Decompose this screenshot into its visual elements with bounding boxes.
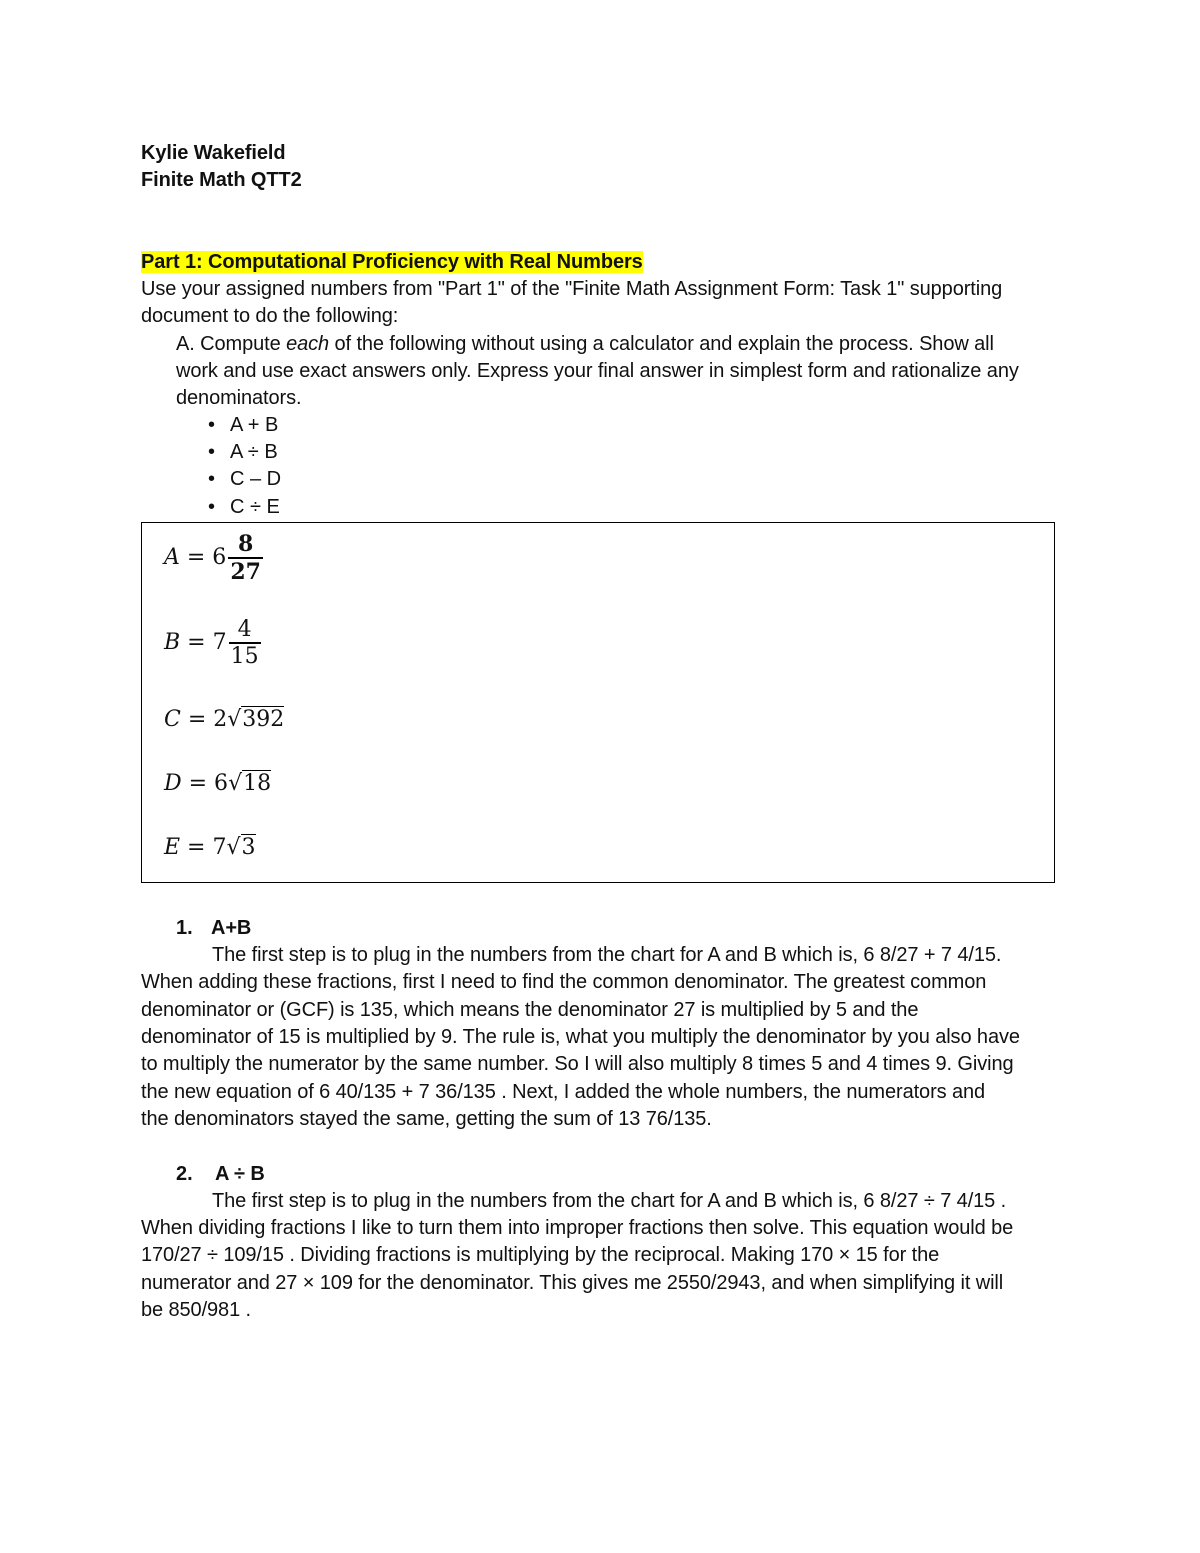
variable-e-name: E xyxy=(164,835,181,860)
variable-b-equals: = 7 xyxy=(180,630,227,655)
variable-a-denominator: 27 xyxy=(230,559,261,585)
bullet-symbol: • xyxy=(208,468,216,490)
variable-c-radicand: 392 xyxy=(242,707,285,732)
problem1-line: the denominators stayed the same, getting the sum of 13 76/135. xyxy=(141,1108,712,1130)
part1-intro-line1: Use your assigned numbers from "Part 1" of the "Finite Math Assignment Form: Task 1" supporting xyxy=(141,278,1003,300)
variable-b-name: B xyxy=(164,630,181,655)
variable-d-radical xyxy=(228,771,271,796)
problem2-heading: A ÷ B xyxy=(215,1163,265,1185)
variable-b-fraction xyxy=(229,617,261,669)
variable-d-equals: = 6 xyxy=(181,771,229,796)
item-a-line1 xyxy=(176,331,994,358)
variable-a-name: A xyxy=(164,545,180,570)
problem1-line: to multiply the numerator by the same number. So I will also multiply 8 times 5 and 4 times 9. Giving xyxy=(141,1053,1014,1075)
variables-box xyxy=(141,522,1055,883)
variable-a-numerator: 8 xyxy=(237,531,254,557)
item-a-line2: work and use exact answers only. Express your final answer in simplest form and rationalize any xyxy=(176,360,1019,382)
bullet-text: C – D xyxy=(230,468,282,490)
problem2-line: numerator and 27 × 109 for the denominator. This gives me 2550/2943, and when simplifying it will xyxy=(141,1272,1004,1294)
problem1-line: When adding these fractions, first I need to find the common denominator. The greatest common xyxy=(141,971,987,993)
variable-c-radical xyxy=(227,707,284,732)
variable-c xyxy=(164,707,284,732)
problem2-line: When dividing fractions I like to turn them into improper fractions then solve. This equation would be xyxy=(141,1217,1014,1239)
course-title: Finite Math QTT2 xyxy=(141,169,302,191)
variable-a-equals: = 6 xyxy=(179,545,227,570)
variable-d-name: D xyxy=(164,771,182,796)
radical-sign: √ xyxy=(228,771,243,796)
variable-a-fraction xyxy=(228,531,263,585)
part1-intro-line2: document to do the following: xyxy=(141,305,399,327)
part1-title-highlight: Part 1: Computational Proficiency with Real Numbers xyxy=(141,251,643,273)
part1-title xyxy=(141,249,643,276)
problem2-line: The first step is to plug in the numbers from the chart for A and B which is, 6 8/27 ÷ 7 4/15 . xyxy=(212,1190,1007,1212)
variable-b-numerator: 4 xyxy=(237,617,252,642)
problem1-number: 1. xyxy=(176,917,193,939)
problem1-line: the new equation of 6 40/135 + 7 36/135 . Next, I added the whole numbers, the numerators and xyxy=(141,1081,986,1103)
variable-c-equals: = 2 xyxy=(180,707,228,732)
author-name: Kylie Wakefield xyxy=(141,142,286,164)
problem2-number: 2. xyxy=(176,1163,193,1185)
variable-b-denominator: 15 xyxy=(230,644,259,669)
variable-e xyxy=(164,835,256,860)
radical-sign: √ xyxy=(226,835,241,860)
problem1-line: The first step is to plug in the numbers from the chart for A and B which is, 6 8/27 + 7 4/15. xyxy=(212,944,1002,966)
bullet-text: C ÷ E xyxy=(230,496,280,518)
variable-e-radicand: 3 xyxy=(241,835,256,860)
item-a-prefix: A. Compute xyxy=(176,333,287,355)
problem1-heading: A+B xyxy=(211,917,252,939)
bullet-symbol: • xyxy=(208,441,216,463)
radical-sign: √ xyxy=(227,707,242,732)
variable-d-radicand: 18 xyxy=(243,771,272,796)
variable-e-equals: = 7 xyxy=(180,835,227,860)
problem2-line: be 850/981 . xyxy=(141,1299,252,1321)
item-a-line3: denominators. xyxy=(176,387,302,409)
variable-c-name: C xyxy=(164,707,181,732)
item-a-rest: of the following without using a calculator and explain the process. Show all xyxy=(329,333,994,355)
variable-b xyxy=(164,617,261,669)
variable-e-radical xyxy=(226,835,255,860)
problem2-line: 170/27 ÷ 109/15 . Dividing fractions is multiplying by the reciprocal. Making 170 × 15 for the xyxy=(141,1244,940,1266)
bullet-text: A ÷ B xyxy=(230,441,278,463)
bullet-text: A + B xyxy=(230,414,279,436)
variable-d xyxy=(164,771,271,796)
variable-a xyxy=(164,531,263,585)
item-a-emphasis: each xyxy=(286,333,330,355)
problem1-line: denominator or (GCF) is 135, which means the denominator 27 is multiplied by 5 and the xyxy=(141,999,919,1021)
bullet-symbol: • xyxy=(208,414,216,436)
problem1-line: denominator of 15 is multiplied by 9. The rule is, what you multiply the denominator by you also have xyxy=(141,1026,1020,1048)
bullet-symbol: • xyxy=(208,496,216,518)
